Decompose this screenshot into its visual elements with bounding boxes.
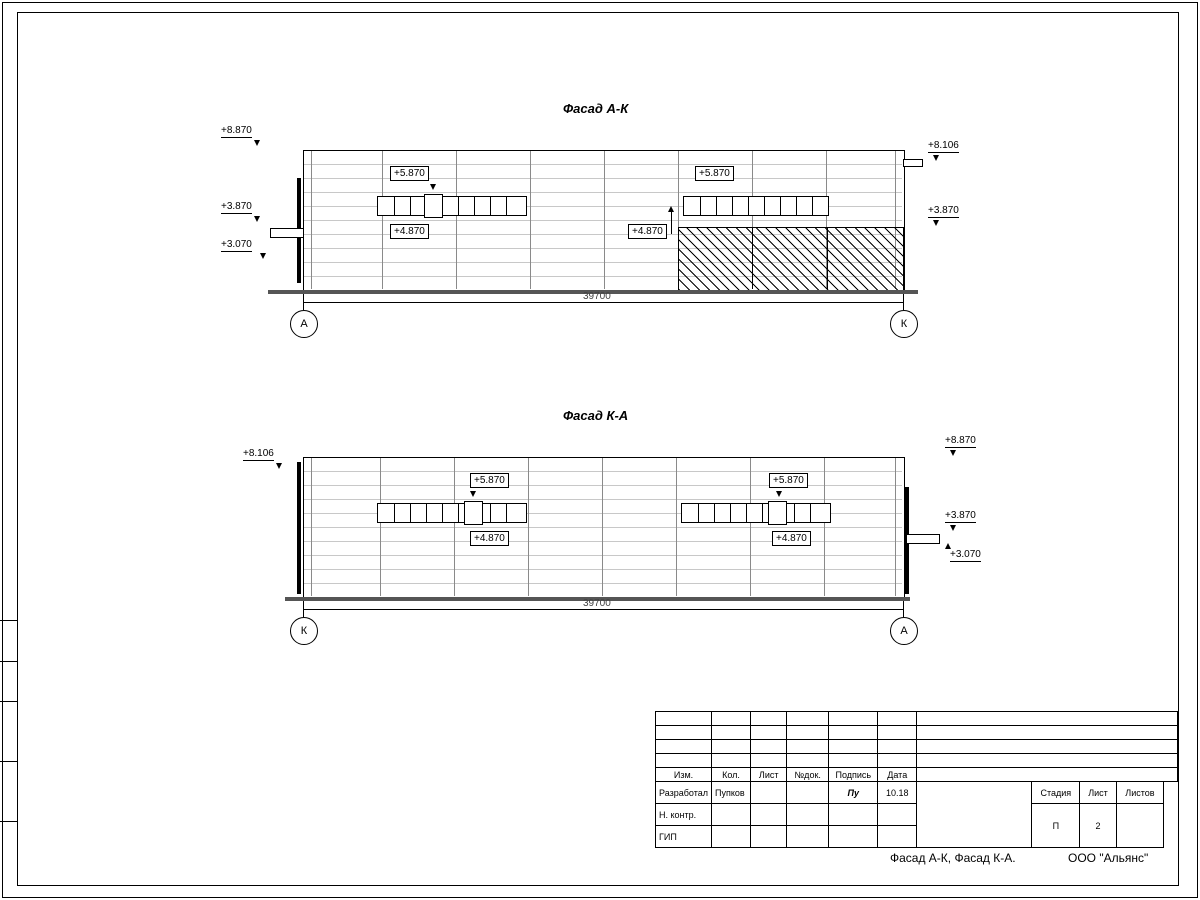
role-controller: Н. контр.	[656, 804, 712, 826]
structure-line	[602, 458, 603, 596]
header-list: Лист	[751, 768, 787, 782]
mark-win-left-top-ka: +5.870	[470, 473, 509, 488]
window-band-left-ak	[377, 196, 527, 216]
door-left-ka	[464, 501, 483, 525]
mark-arrow-icon	[430, 184, 436, 190]
cladding-line	[304, 583, 902, 584]
mark-right-top-ak: +8.106	[928, 140, 959, 151]
structure-line	[530, 151, 531, 289]
cladding-line	[304, 555, 902, 556]
structure-line	[824, 458, 825, 596]
mark-win-left-top-ak: +5.870	[390, 166, 429, 181]
cladding-line	[304, 499, 902, 500]
cladding-line	[304, 527, 902, 528]
label-sheets: Листов	[1116, 782, 1164, 804]
mark-arrow-icon	[276, 463, 282, 469]
mark-left-top-ka: +8.106	[243, 448, 274, 459]
structure-line	[528, 458, 529, 596]
hatch-divider	[752, 227, 753, 289]
name-gip	[712, 826, 751, 848]
axis-bubble-left-ak	[290, 310, 318, 338]
role-gip: ГИП	[656, 826, 712, 848]
axis-leader	[303, 601, 304, 617]
mark-arrow-icon	[260, 253, 266, 259]
cladding-line	[304, 485, 902, 486]
axis-bubble-left-ka	[290, 617, 318, 645]
mark-left-mid-ak: +3.870	[221, 201, 252, 212]
right-canopy-ka	[906, 534, 940, 544]
structure-line	[750, 458, 751, 596]
signature-controller	[829, 804, 878, 826]
facade-ak-title: Фасад А-К	[563, 101, 629, 116]
door-right-ka	[768, 501, 787, 525]
label-stage: Стадия	[1032, 782, 1080, 804]
mark-win-left-bottom-ka: +4.870	[470, 531, 509, 546]
structure-line	[311, 458, 312, 596]
title-block	[655, 711, 1178, 848]
left-parapet-ka	[297, 462, 301, 594]
mark-right-mid-ka: +3.870	[945, 510, 976, 521]
mark-arrow-icon	[945, 543, 951, 549]
window-band-right-ak	[683, 196, 829, 216]
title-block-row-developer	[656, 782, 1178, 804]
value-sheets	[1116, 804, 1164, 848]
mark-left-low-ak: +3.070	[221, 239, 252, 250]
overall-dimension-ak: 39700	[583, 291, 611, 302]
cladding-line	[304, 192, 902, 193]
title-block-blank-row	[656, 754, 1178, 768]
mark-right-low-ka: +3.070	[950, 549, 981, 560]
header-izm: Изм.	[656, 768, 712, 782]
mark-right-top-ka: +8.870	[945, 435, 976, 446]
signature-gip	[829, 826, 878, 848]
structure-line	[454, 458, 455, 596]
margin-strip	[0, 620, 18, 822]
hatched-panel-ak	[678, 227, 904, 291]
left-canopy-ak	[270, 228, 304, 238]
axis-bubble-right-ak	[890, 310, 918, 338]
cladding-line	[304, 220, 902, 221]
drawing-name: Фасад А-К, Фасад К-А.	[890, 851, 1016, 865]
header-podpis: Подпись	[829, 768, 878, 782]
header-data: Дата	[878, 768, 917, 782]
header-kol: Кол.	[712, 768, 751, 782]
structure-line	[604, 151, 605, 289]
axis-label: А	[300, 318, 308, 330]
structure-line	[676, 458, 677, 596]
mark-arrow-icon	[950, 525, 956, 531]
cladding-line	[304, 541, 902, 542]
window-band-left-ka	[377, 503, 527, 523]
structure-line	[456, 151, 457, 289]
date-developer: 10.18	[878, 782, 917, 804]
dimension-line-ka	[303, 609, 903, 610]
mark-win-right-top-ka: +5.870	[769, 473, 808, 488]
title-block-blank-row	[656, 740, 1178, 754]
company-name: ООО "Альянс"	[1068, 851, 1149, 865]
cladding-line	[304, 164, 902, 165]
title-block-row-controller	[656, 804, 1178, 826]
mark-arrow-icon	[950, 450, 956, 456]
title-block-blank-row	[656, 712, 1178, 726]
mark-win-left-bottom-ak: +4.870	[390, 224, 429, 239]
axis-label: К	[900, 318, 908, 330]
structure-line	[311, 151, 312, 289]
date-gip	[878, 826, 917, 848]
value-stage: П	[1032, 804, 1080, 848]
title-block-header-row	[656, 768, 1178, 782]
building-wall-ka	[303, 457, 905, 599]
signature-developer: Пу	[829, 782, 878, 804]
cladding-line	[304, 471, 902, 472]
mark-left-top-ak: +8.870	[221, 125, 252, 136]
axis-label: К	[300, 625, 308, 637]
mark-win-right-bottom-ka: +4.870	[772, 531, 811, 546]
axis-bubble-right-ka	[890, 617, 918, 645]
hatch-divider	[827, 227, 828, 289]
mark-arrow-icon	[470, 491, 476, 497]
structure-line	[380, 458, 381, 596]
facade-ka-title: Фасад К-А	[563, 408, 629, 423]
mark-arrow-icon	[254, 216, 260, 222]
label-sheet: Лист	[1080, 782, 1116, 804]
structure-line	[382, 151, 383, 289]
name-developer: Пупков	[712, 782, 751, 804]
axis-leader	[303, 294, 304, 310]
role-developer: Разработал	[656, 782, 712, 804]
mark-win-right-top-ak: +5.870	[695, 166, 734, 181]
leader-line	[671, 210, 672, 234]
door-left-ak	[424, 194, 443, 218]
mark-right-mid-ak: +3.870	[928, 205, 959, 216]
title-block-blank-row	[656, 726, 1178, 740]
date-controller	[878, 804, 917, 826]
cladding-line	[304, 569, 902, 570]
value-sheet: 2	[1080, 804, 1116, 848]
axis-leader	[903, 601, 904, 617]
dimension-line-ak	[303, 302, 903, 303]
mark-win-right-bottom-ak: +4.870	[628, 224, 667, 239]
axis-label: А	[900, 625, 908, 637]
right-canopy-ak	[903, 159, 923, 167]
overall-dimension-ka: 39700	[583, 598, 611, 609]
name-controller	[712, 804, 751, 826]
header-ndok: №док.	[787, 768, 829, 782]
structure-line	[895, 458, 896, 596]
mark-arrow-icon	[254, 140, 260, 146]
window-band-right-ka	[681, 503, 831, 523]
axis-leader	[903, 294, 904, 310]
mark-arrow-icon	[933, 155, 939, 161]
mark-arrow-icon	[933, 220, 939, 226]
mark-arrow-icon	[776, 491, 782, 497]
